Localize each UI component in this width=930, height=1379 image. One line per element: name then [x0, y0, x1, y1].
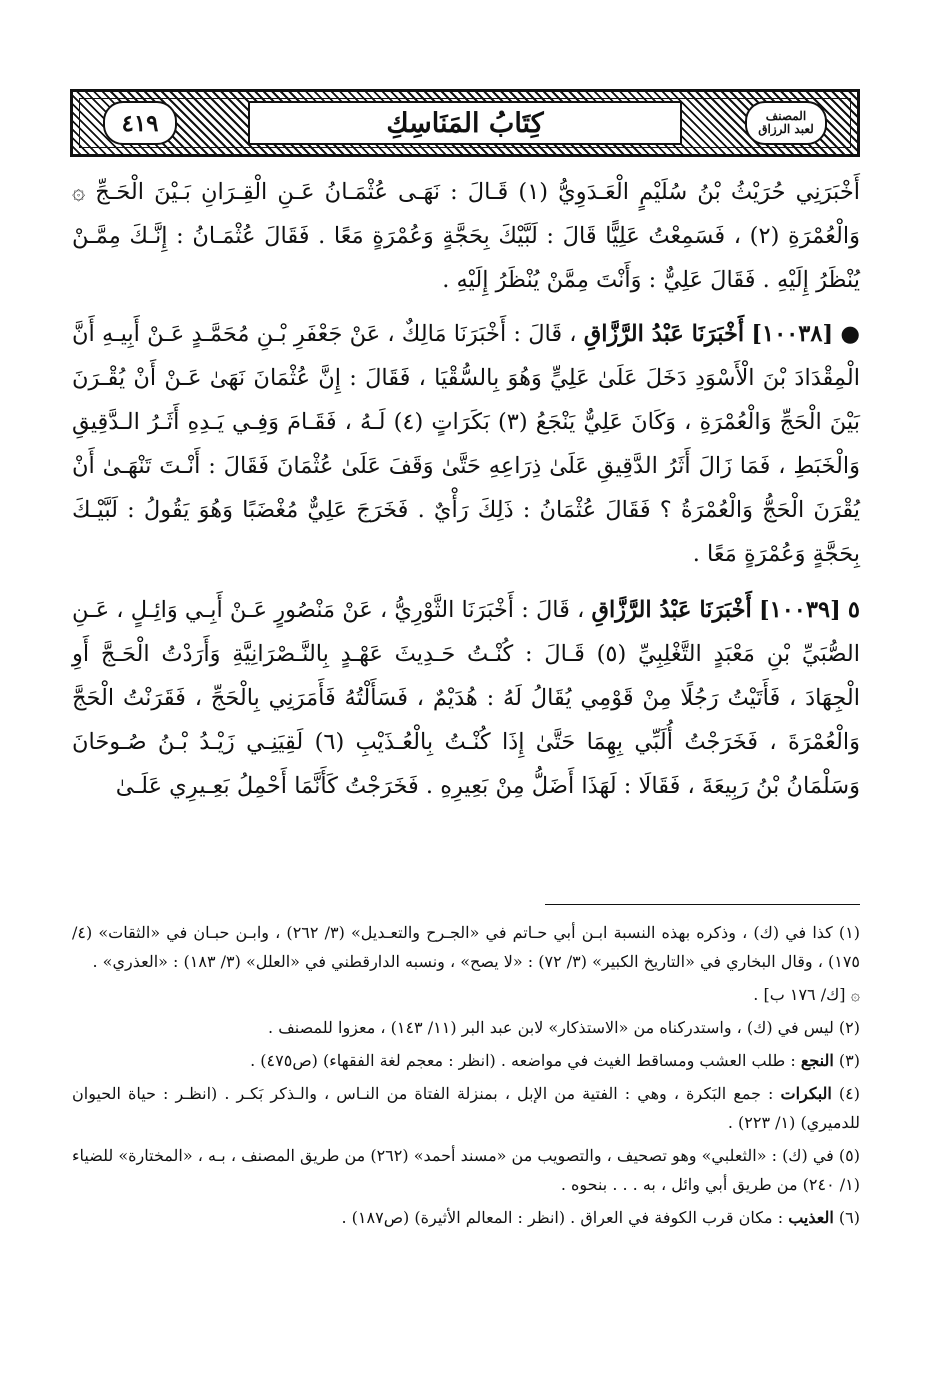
hadith-text: ، قَالَ : أَخْبَرَنَا مَالِكٌ ، عَنْ جَعْفَرِ بْـنِ مُحَمَّـدٍ عَـنْ أَبِيـهِ أَنَّ الْمِقْدَادَ بْنَ الْأَسْوَدِ دَخَلَ عَلَىٰ عَلِيٍّ وَهُوَ بِالسُّقْيَا ، فَقَالَ : إِنَّ عُثْمَانَ نَهَىٰ عَـنْ أَنْ يُقْـرَنَ بَيْنَ الْحَجِّ وَالْعُمْرَةِ ، وَكَانَ عَلِيٌّ يَنْجَعُ (٣) بَكَرَاتٍ (٤) لَـهُ ، فَقَـامَ وَفِـي يَـدِهِ أَثَـرُ الـدَّقِيقِ وَالْخَبَطِ ، فَمَا زَالَ أَثَرُ الدَّقِيقِ عَلَىٰ ذِرَاعِهِ حَتَّىٰ وَقَفَ عَلَىٰ عُثْمَانَ فَقَالَ : أَنْـتَ تَنْهَـىٰ أَنْ يُقْرَنَ الْحَجُّ وَالْعُمْرَةُ ؟ فَقَالَ عُثْمَانُ : ذَلِكَ رَأْيٌ . فَخَرَجَ عَلِيٌّ مُغْضَبًا وَهُوَ يَقُولُ : لَبَّيْـكَ بِحَجَّةٍ وَعُمْرَةٍ مَعًا . [72, 321, 860, 567]
footnotes [72, 918, 860, 1236]
ornamental-frame [70, 89, 860, 157]
hadith-text: ، قَالَ : أَخْبَرَنَا الثَّوْرِيُّ ، عَنْ مَنْصُورٍ عَـنْ أَبِـي وَائِـلٍ ، عَـنِ الصُّبَيِّ بْنِ مَعْبَدٍ التَّغْلِبِيِّ (٥) قَـالَ : كُنْـتُ حَـدِيثَ عَهْـدٍ بِالنَّـصْرَانِيَّةِ وَأَرَدْتُ الْحَـجَّ أَوِ الْجِهَادَ ، فَأَتَيْتُ رَجُلًا مِنْ قَوْمِي يُقَالُ لَهُ : هُدَيْمٌ ، فَسَأَلْتُهُ فَأَمَرَنِي بِالْحَجِّ ، فَقَرَنْتُ الْحَجَّ وَالْعُمْرَةَ ، فَخَرَجْتُ أُلَبِّي بِهِمَا حَتَّىٰ إِذَا كُنْـتُ بِالْعُـذَيْبِ (٦) لَقِيَنِـي زَيْـدُ بْـنُ صُـوحَانَ وَسَلْمَانُ بْنُ رَبِيعَةَ ، فَقَالَا : لَهَذَا أَضَلُّ مِنْ بَعِيرِهِ . فَخَرَجْتُ كَأَنَّمَا أَحْمِلُ بَعِـيرِي عَلَـىٰ [72, 597, 861, 799]
hollow-circle-icon: ٥ [847, 597, 860, 623]
filled-circle-icon: ● [840, 321, 860, 347]
book-logo-line1: المصنف [765, 109, 807, 123]
footnote-term: النجع [800, 1051, 834, 1070]
footnote-number: (٣) [838, 1051, 860, 1070]
footnote-1-ref: ۞ [ك/ ١٧٦ ب] . [753, 985, 860, 1004]
footnote-term: العذيب [788, 1208, 834, 1227]
book-logo-line2: لعبد الرزاق [758, 122, 814, 136]
narrator-formula: أَخْبَرَنَا عَبْدُ الرَّزَّاقِ [591, 597, 752, 623]
footnote-3 [72, 1046, 860, 1075]
footnote-text: : جمع البَكرة ، وهي : الفتية من الإبل ، بمنزلة الفتاة من النـاس ، والـذكر بَكـر . (انظـر : حياة الحيوان للدميري) (١/ ٢٢٣) . [72, 1084, 860, 1132]
chapter-title: كِتَابُ المَنَاسِكِ [248, 101, 682, 145]
footnote-4 [72, 1079, 860, 1137]
footnote-number: (٦) [838, 1208, 860, 1227]
footnote-text: : طلب العشب ومساقط الغيث في مواضعه . (انظر : معجم لغة الفقهاء) (ص٤٧٥) . [250, 1051, 796, 1070]
main-text [72, 170, 860, 820]
footnote-2: (٢) ليس في (ك) ، واستدركناه من «الاستذكار» لابن عبد البر (١١/ ١٤٣) ، معزوا للمصنف . [268, 1018, 860, 1037]
hadith-number: [١٠٠٣٨] [751, 321, 834, 347]
hadith-number: [١٠٠٣٩] [758, 597, 841, 623]
hadith-10038 [72, 312, 860, 576]
intro-paragraph: أَخْبَرَنِي حُرَيْثُ بْنُ سُلَيْمٍ الْعَـدَوِيُّ (١) قَـالَ : نَهَـى عُثْمَـانُ عَـنِ الْقِـرَانِ بَـيْنَ الْحَـجِّ ۞ وَالْعُمْرَةِ (٢) ، فَسَمِعْتُ عَلِيًّا قَالَ : لَبَّيْكَ بِحَجَّةٍ وَعُمْرَةٍ مَعًا . فَقَالَ عُثْمَـانُ : إِنَّـكَ مِمَّـنْ يُنْظَرُ إِلَيْهِ . فَقَالَ عَلِيٌّ : وَأَنْتَ مِمَّنْ يُنْظَرُ إِلَيْهِ . [72, 179, 861, 293]
footnote-5: (٥) في (ك) : «الثعلبي» وهو تصحيف ، والتصويب من «مسند أحمد» (٢٦٢) من طريق المصنف ، بـه ، «المختارة» للضياء (١/ ٢٤٠) من طريق أبي وائل ، به . . . بنحوه . [72, 1146, 861, 1194]
footnote-separator [545, 904, 860, 905]
footnote-term: البكرات [780, 1084, 832, 1103]
footnote-number: (٤) [838, 1084, 861, 1103]
hadith-10039 [72, 588, 860, 808]
footnote-1: (١) كذا في (ك) ، وذكره بهذه النسبة ابـن أبي حـاتم في «الجـرح والتعـديل» (٣/ ٢٦٢) ، وابـن حبـان في «الثقات» (٤/ ١٧٥) ، وقال البخاري في «التاريخ الكبير» (٣/ ٧٢) : «لا يصح» ، ونسبه الدارقطني في «العلل» (٣/ ١٨٣) : «العذري» . [72, 923, 860, 971]
footnote-6 [72, 1203, 860, 1232]
page-number: ٤١٩ [103, 101, 177, 145]
book-logo [745, 101, 827, 145]
narrator-formula: أَخْبَرَنَا عَبْدُ الرَّزَّاقِ [583, 321, 745, 347]
page-header [70, 92, 860, 154]
footnote-text: : مكان قرب الكوفة في العراق . (انظر : المعالم الأثيرة) (ص١٨٧) . [341, 1208, 784, 1227]
